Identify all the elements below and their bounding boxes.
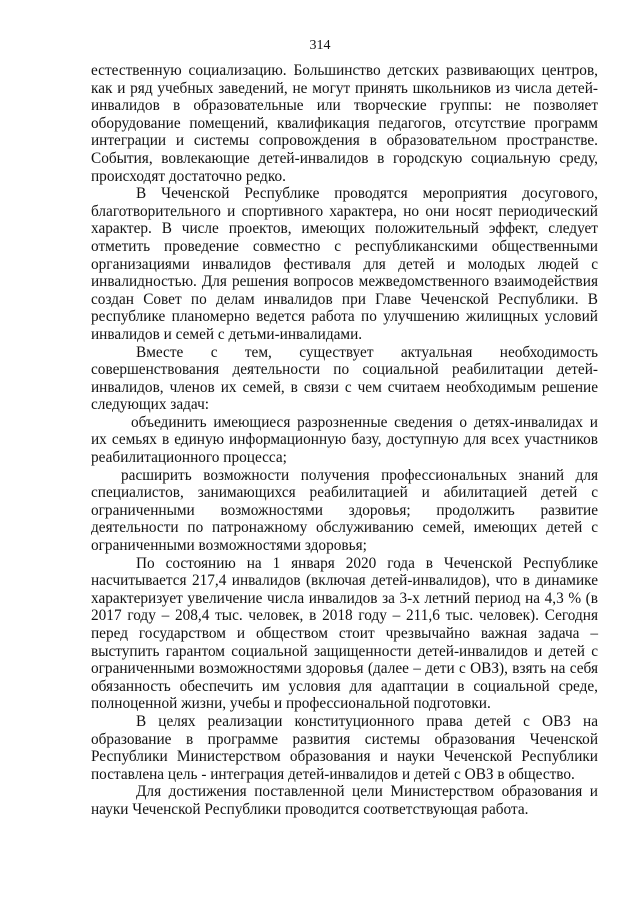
- paragraph-conclusion: Для достижения поставленной цели Министерством образования и науки Чеченской Республики проводится соответствующая работа.: [91, 783, 598, 818]
- paragraph-statistics: По состоянию на 1 января 2020 года в Чеченской Республике насчитывается 217,4 инвалидов (включая детей-инвалидов), что в динамике характеризует увеличение числа инвалидов за 3-х летний период на 4,3 % (в 2017 году – 208,4 тыс. человек, в 2018 году – 211,6 тыс. человек). Сегодня перед государством и обществом стоит чрезвычайно важная задача – выступить гарантом социальной защищенности детей-инвалидов и детей с ограниченными возможностями здоровья (далее – дети с ОВЗ), взять на себя обязанность обеспечить им условия для адаптации в социальной среде, полноценной жизни, учебы и профессиональной подготовки.: [91, 554, 598, 713]
- task-item-training: расширить возможности получения профессиональных знаний для специалистов, занимающихся реабилитацией и абилитацией детей с ограниченными возможностями здоровья; продолжить развитие деятельности по патронажному обслуживанию семей, имеющих детей с ограниченными возможностями здоровья;: [91, 466, 598, 555]
- paragraph-continuation: естественную социализацию. Большинство детских развивающих центров, как и ряд учебных заведений, не могут принять школьников из числа детей-инвалидов в образовательные или творческие группы: не позволяет оборудование помещений, квалификация педагогов, отсутствие программ интеграции и системы сопровождения в образовательном пространстве. События, вовлекающие детей-инвалидов в городскую социальную среду, происходят достаточно редко.: [91, 62, 598, 185]
- paragraph-tasks-intro: Вместе с тем, существует актуальная необходимость совершенствования деятельности по социальной реабилитации детей-инвалидов, членов их семей, в связи с чем считаем необходимым решение следующих задач:: [91, 343, 598, 414]
- task-item-database: объединить имеющиеся разрозненные сведения о детях-инвалидах и их семьях в единую информационную базу, доступную для всех участников реабилитационного процесса;: [91, 413, 598, 467]
- document-body: [91, 62, 598, 819]
- paragraph-education-goal: В целях реализации конституционного права детей с ОВЗ на образование в программе развития системы образования Чеченской Республики Министерством образования и науки Чеченской Республики поставлена цель - интеграция детей-инвалидов и детей с ОВЗ в общество.: [91, 712, 598, 783]
- paragraph-events: В Чеченской Республике проводятся мероприятия досугового, благотворительного и спортивного характера, но они носят периодический характер. В числе проектов, имеющих положительный эффект, следует отметить проведение совместно с республиканскими общественными организациями инвалидов фестиваля для детей и молодых людей с инвалидностью. Для решения вопросов межведомственного взаимодействия создан Совет по делам инвалидов при Главе Чеченской Республики. В республике планомерно ведется работа по улучшению жилищных условий инвалидов и семей с детьми-инвалидами.: [91, 185, 598, 343]
- page-number: 314: [309, 38, 331, 53]
